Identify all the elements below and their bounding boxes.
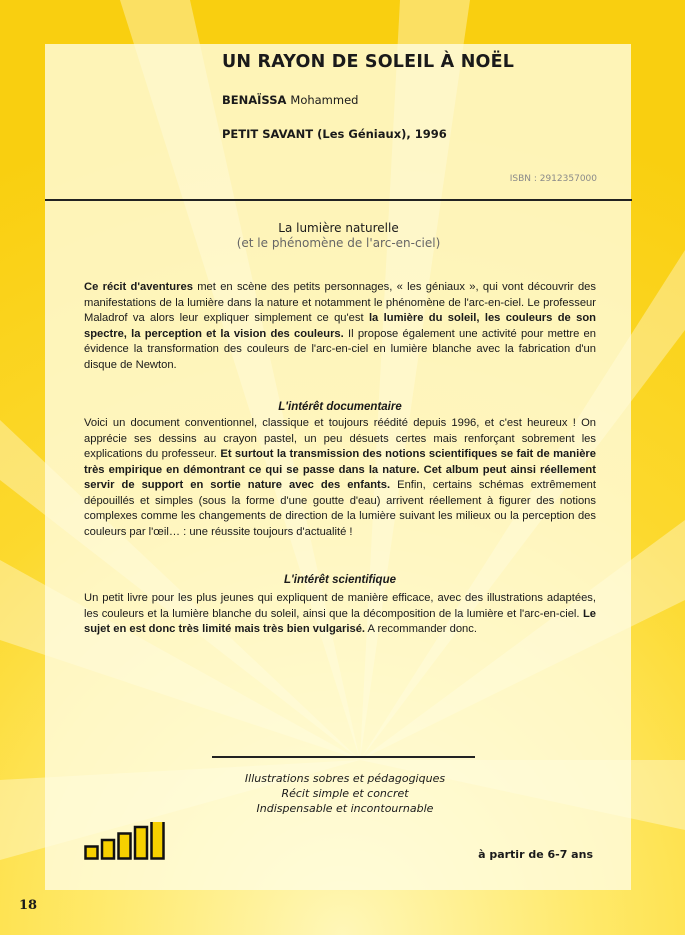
level-bar — [135, 827, 147, 859]
documentary-heading: L'intérêt documentaire — [278, 401, 402, 413]
level-bar — [119, 834, 131, 859]
intro-bold-1: Ce récit d'aventures — [84, 281, 193, 293]
summary-line: Illustrations sobres et pédagogiques — [244, 772, 446, 785]
level-bars-icon — [84, 822, 166, 860]
sci-text-1: Un petit livre pour les plus jeunes qui expliquent de manière efficace, avec des illustrations adaptées, les couleurs et la lumière blanche du soleil, ainsi que la décomposition de la lumière et l'arc-en-ciel. — [84, 592, 596, 620]
sci-bold-1: Le sujet en est donc très limité mais très bien vulgarisé. — [84, 607, 596, 635]
author-first-name: Mohammed — [290, 93, 359, 107]
summary-line: Indispensable et incontournable — [256, 802, 434, 815]
summary-block — [180, 771, 510, 816]
doc-bold-1: Et surtout la transmission des notions scientifiques se fait de manière très empirique en démontrant ce qui se passe dans la nature. Cet album peut ainsi réellement servir de support en sortie nature avec des enfants. — [84, 448, 596, 491]
summary-line: Récit simple et concret — [281, 787, 409, 800]
documentary-paragraph — [84, 416, 596, 540]
page-number: 18 — [19, 898, 38, 913]
book-publisher: PETIT SAVANT (Les Géniaux), 1996 — [222, 127, 447, 141]
author-last-name: BENAÏSSA — [222, 93, 287, 107]
level-bar — [152, 822, 164, 859]
topic-line2: (et le phénomène de l'arc-en-ciel) — [236, 236, 441, 250]
header-divider — [45, 199, 632, 201]
book-title: UN RAYON DE SOLEIL À NOËL — [222, 52, 515, 72]
sci-text-2: A recommander donc. — [365, 623, 477, 635]
age-recommendation: à partir de 6-7 ans — [478, 848, 593, 861]
intro-bold-2: la lumière du soleil, les couleurs de son spectre, la perception et la vision des couleurs. — [84, 312, 597, 340]
level-bar — [102, 840, 114, 859]
summary-divider — [212, 756, 475, 758]
doc-text-1: Voici un document conventionnel, classique et toujours réédité depuis 1996, et c'est heureux ! On apprécie ses dessins au crayon pastel, un peu désuets certes mais renforçant sobrement les explications du professeur. — [84, 417, 596, 460]
book-isbn: ISBN : 2912357000 — [509, 174, 597, 184]
intro-paragraph — [84, 280, 596, 373]
topic-line1: La lumière naturelle — [278, 221, 399, 235]
book-author — [222, 93, 358, 107]
topic-subtitle — [45, 221, 632, 251]
intro-text-2: Il propose également une activité pour mettre en évidence la transformation des couleurs de l'arc-en-ciel en lumière blanche avec la fabrication d'un disque de Newton. — [84, 327, 596, 371]
doc-text-2: Enfin, certains schémas extrêmement dépouillés et simples (sous la forme d'une goutte d'eau) arrivent réellement à figurer des notions complexes comme les changements de direction de la lumière suivant les milieux ou la perception des couleurs par l'œil… : une réussite toujours d'actualité ! — [84, 479, 596, 538]
level-bar — [86, 847, 98, 859]
intro-text-1: met en scène des petits personnages, « les géniaux », qui vont découvrir des manifestations de la lumière dans la nature et notamment le phénomène de l'arc-en-ciel. Le professeur Maladrof va alors leur expliquer simplement ce qu'est — [84, 281, 596, 324]
scientific-paragraph — [84, 591, 596, 638]
scientific-heading: L'intérêt scientifique — [283, 574, 396, 586]
